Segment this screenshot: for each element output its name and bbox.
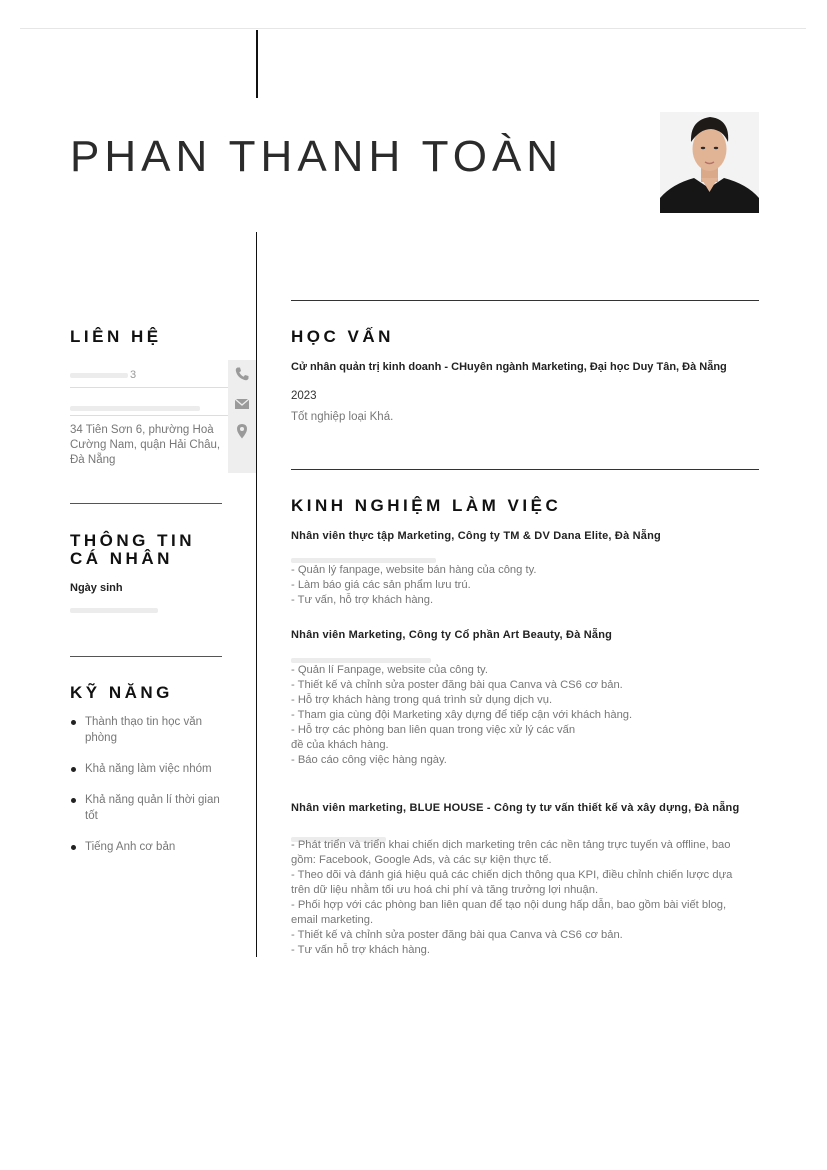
skill-label: Tiếng Anh cơ bản <box>85 841 176 853</box>
job-duty-line: - Tư vấn hỗ trợ khách hàng. <box>291 944 430 956</box>
sidebar-section-divider <box>70 503 222 504</box>
experience-section-title: KINH NGHIỆM LÀM VIỆC <box>291 496 562 515</box>
bullet-icon <box>71 845 76 850</box>
skills-list <box>70 714 226 870</box>
skill-item <box>70 839 226 855</box>
job-duty-line: - Quản lý fanpage, website bán hàng của công ty. <box>291 564 537 576</box>
job-title: Nhân viên thực tập Marketing, Công ty TM & DV Dana Elite, Đà Nẵng <box>291 530 661 542</box>
phone-number <box>70 369 136 381</box>
candidate-name: PHAN THANH TOÀN <box>70 132 564 181</box>
job-duty-line: trên dữ liệu nhằm tối ưu hoá chi phí và tăng trưởng lợi nhuận. <box>291 884 599 896</box>
personal-info-title-line1: THÔNG TIN <box>70 531 195 550</box>
job-duty-line: gồm: Facebook, Google Ads, và các sự kiện thực tế. <box>291 854 552 866</box>
contact-section-title: LIÊN HỆ <box>70 327 162 346</box>
job-duty-line: - Báo cáo công việc hàng ngày. <box>291 754 447 766</box>
job-duty-line: - Thiết kế và chỉnh sửa poster đăng bài qua Canva và CS6 cơ bản. <box>291 929 623 941</box>
skill-item <box>70 792 226 824</box>
job-duty-line: - Phối hợp với các phòng ban liên quan để tạo nội dung hấp dẫn, bao gồm bài viết blog, <box>291 899 727 911</box>
job-duty-line: - Thiết kế và chỉnh sửa poster đăng bài qua Canva và CS6 cơ bản. <box>291 679 623 691</box>
sidebar-section-divider <box>70 656 222 657</box>
job-description <box>291 838 751 958</box>
phone-fragment: 3 <box>130 369 137 381</box>
location-pin-icon <box>234 423 250 439</box>
personal-info-title-line2: CÁ NHÂN <box>70 549 173 568</box>
address-text: 34 Tiên Sơn 6, phường Hoà Cường Nam, quận Hải Châu, Đà Nẵng <box>70 424 221 466</box>
job-duty-line: - Phát triển và triển khai chiến dịch marketing trên các nền tảng trực tuyến và offline, bao <box>291 839 731 851</box>
bullet-icon <box>71 798 76 803</box>
job-duty-line: đề của khách hàng. <box>291 739 389 751</box>
contact-row-divider <box>70 387 228 388</box>
phone-icon <box>234 366 250 382</box>
job-duty-line: - Tư vấn, hỗ trợ khách hàng. <box>291 594 434 606</box>
job-title: Nhân viên marketing, BLUE HOUSE - Công ty tư vấn thiết kế và xây dựng, Đà nẵng <box>291 802 740 814</box>
skill-label: Khả năng quản lí thời gian tốt <box>85 794 220 822</box>
job-duty-line: - Theo dõi và đánh giá hiệu quả các chiến dịch thông qua KPI, điều chỉnh chiến lược dựa <box>291 869 733 881</box>
job-duty-line: - Hỗ trợ các phòng ban liên quan trong việc xử lý các vấn <box>291 724 576 736</box>
dob-value <box>70 600 158 618</box>
dob-label: Ngày sinh <box>70 582 123 594</box>
header-vertical-divider <box>256 30 258 98</box>
main-section-divider <box>291 469 759 470</box>
skills-section-title: KỸ NĂNG <box>70 683 173 702</box>
bullet-icon <box>71 720 76 725</box>
contact-icons-panel <box>228 360 256 473</box>
main-section-divider <box>291 300 759 301</box>
education-degree: Cử nhân quản trị kinh doanh - CHuyên ngành Marketing, Đại học Duy Tân, Đà Nẵng <box>291 361 727 373</box>
contact-row-divider <box>70 415 228 416</box>
job-duty-line: - Hỗ trợ khách hàng trong quá trình sử dụng dịch vụ. <box>291 694 553 706</box>
job-description <box>291 663 751 768</box>
skill-item <box>70 714 226 746</box>
email-address <box>70 398 200 416</box>
skill-label: Thành thạo tin học văn phòng <box>85 716 202 744</box>
job-duty-line: email marketing. <box>291 914 374 926</box>
mail-icon <box>234 396 250 412</box>
column-vertical-divider <box>256 232 257 957</box>
skill-label: Khả năng làm việc nhóm <box>85 763 212 775</box>
job-title: Nhân viên Marketing, Công ty Cổ phần Art Beauty, Đà Nẵng <box>291 629 613 641</box>
page-top-divider <box>20 28 806 29</box>
education-note: Tốt nghiệp loại Khá. <box>291 411 394 423</box>
profile-photo <box>660 112 759 213</box>
job-duty-line: - Làm báo giá các sản phẩm lưu trú. <box>291 579 471 591</box>
portrait-avatar-icon <box>660 112 759 213</box>
skill-item <box>70 761 226 777</box>
job-description <box>291 563 751 608</box>
education-section-title: HỌC VẤN <box>291 327 394 346</box>
education-year: 2023 <box>291 390 317 402</box>
job-duty-line: - Tham gia cùng đội Marketing xây dựng để tiếp cận với khách hàng. <box>291 709 633 721</box>
job-duty-line: - Quản lí Fanpage, website của công ty. <box>291 664 488 676</box>
bullet-icon <box>71 767 76 772</box>
